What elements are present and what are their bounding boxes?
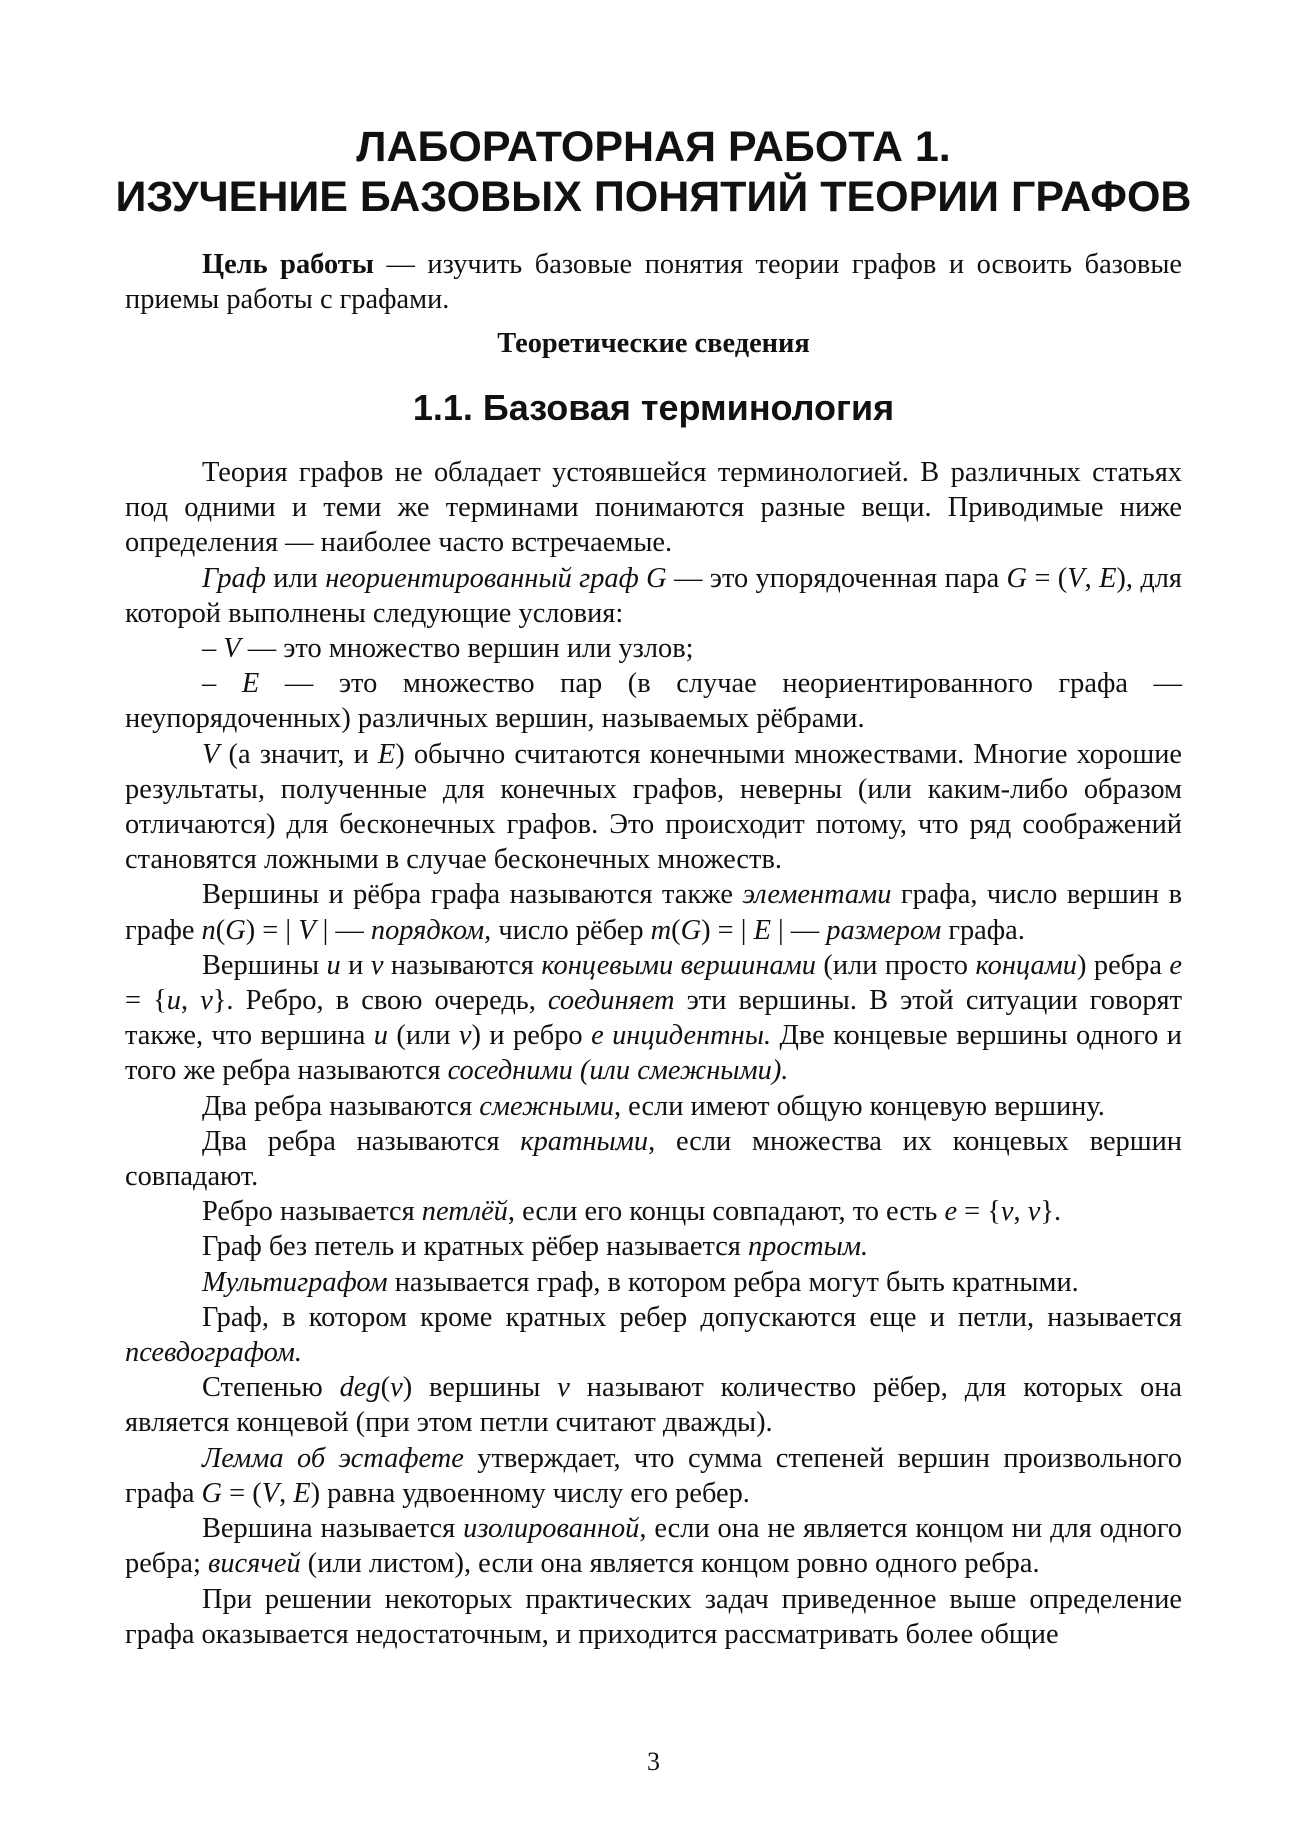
paragraph: При решении некоторых практических задач приведенное выше определение графа оказывается недостаточным, и приходится рассматривать более общие [125,1583,1182,1650]
paragraph: Вершины и рёбра графа называются также элементами графа, число вершин в графе n(G) = | V | — порядком, число рёбер m(G) = | E | — размером графа. [125,879,1182,946]
paragraph: Два ребра называются кратными, если множества их концевых вершин совпадают. [125,1125,1183,1193]
goal-paragraph [125,247,1182,317]
paragraph: Мультиграфом называется граф, в котором ребра могут быть кратными. [202,1266,1079,1298]
paragraph: Граф или неориентированный граф G — это упорядоченная пара G = (V, E), для которой выполнены следующие условия: [125,562,1182,629]
page-number: 3 [647,1747,660,1776]
goal-label: Цель работы [202,249,374,280]
paragraph: V (а значит, и E) обычно считаются конечными множествами. Многие хорошие результаты, полученные для конечных графов, неверны (или каким-либо образом отличаются) для бесконечных графов. Это происходит потому, что ряд соображений становятся ложными в случае бесконечных множеств. [125,738,1182,876]
paragraph: Вершина называется изолированной, если она не является концом ни для одного ребра; висячей (или листом), если она является концом ровно одного ребра. [125,1513,1183,1580]
paragraph: Граф, в котором кроме кратных ребер допускаются еще и петли, называется псевдографом. [125,1301,1182,1369]
list-item: – E — это множество пар (в случае неориентированного графа — неупорядоченных) различных вершин, называемых рёбрами. [125,668,1182,735]
section-heading: 1.1. Базовая терминология [412,387,895,428]
title-line-2: ИЗУЧЕНИЕ БАЗОВЫХ ПОНЯТИЙ ТЕОРИИ ГРАФОВ [115,173,1192,221]
paragraph: Ребро называется петлёй, если его концы совпадают, то есть e = {v, v}. [202,1196,1062,1228]
paragraph: Лемма об эстафете утверждает, что сумма степеней вершин произвольного графа G = (V, E) равна удвоенному числу его ребер. [125,1442,1182,1509]
paragraph: Вершины u и v называются концевыми вершинами (или просто концами) ребра e = {u, v}. Ребро, в свою очередь, соединяет эти вершины. В этой ситуации говорят также, что вершина u (или v) и ребро e инцидентны. Две концевые вершины одного и того же ребра называются соседними (или смежными). [125,949,1182,1087]
goal-text: — изучить базовые понятия теории графов и освоить базовые приемы работы с графами. [125,249,1182,316]
section-label: Теоретические сведения [497,328,810,359]
title-line-1: ЛАБОРАТОРНАЯ РАБОТА 1. [356,123,951,171]
list-item: – V — это множество вершин или узлов; [202,633,694,665]
main-text [125,455,1182,1652]
page-title [0,122,1307,222]
paragraph: Степенью deg(v) вершины v называют количество рёбер, для которых она является концевой (при этом петли считают дважды). [125,1372,1182,1439]
paragraph: Два ребра называются смежными, если имеют общую концевую вершину. [202,1090,1105,1122]
paragraph: Граф без петель и кратных рёбер называется простым. [202,1231,869,1263]
paragraph: Теория графов не обладает устоявшейся терминологией. В различных статьях под одними и теми же терминами понимаются разные вещи. Приводимые ниже определения — наиболее часто встречаемые. [125,457,1182,559]
